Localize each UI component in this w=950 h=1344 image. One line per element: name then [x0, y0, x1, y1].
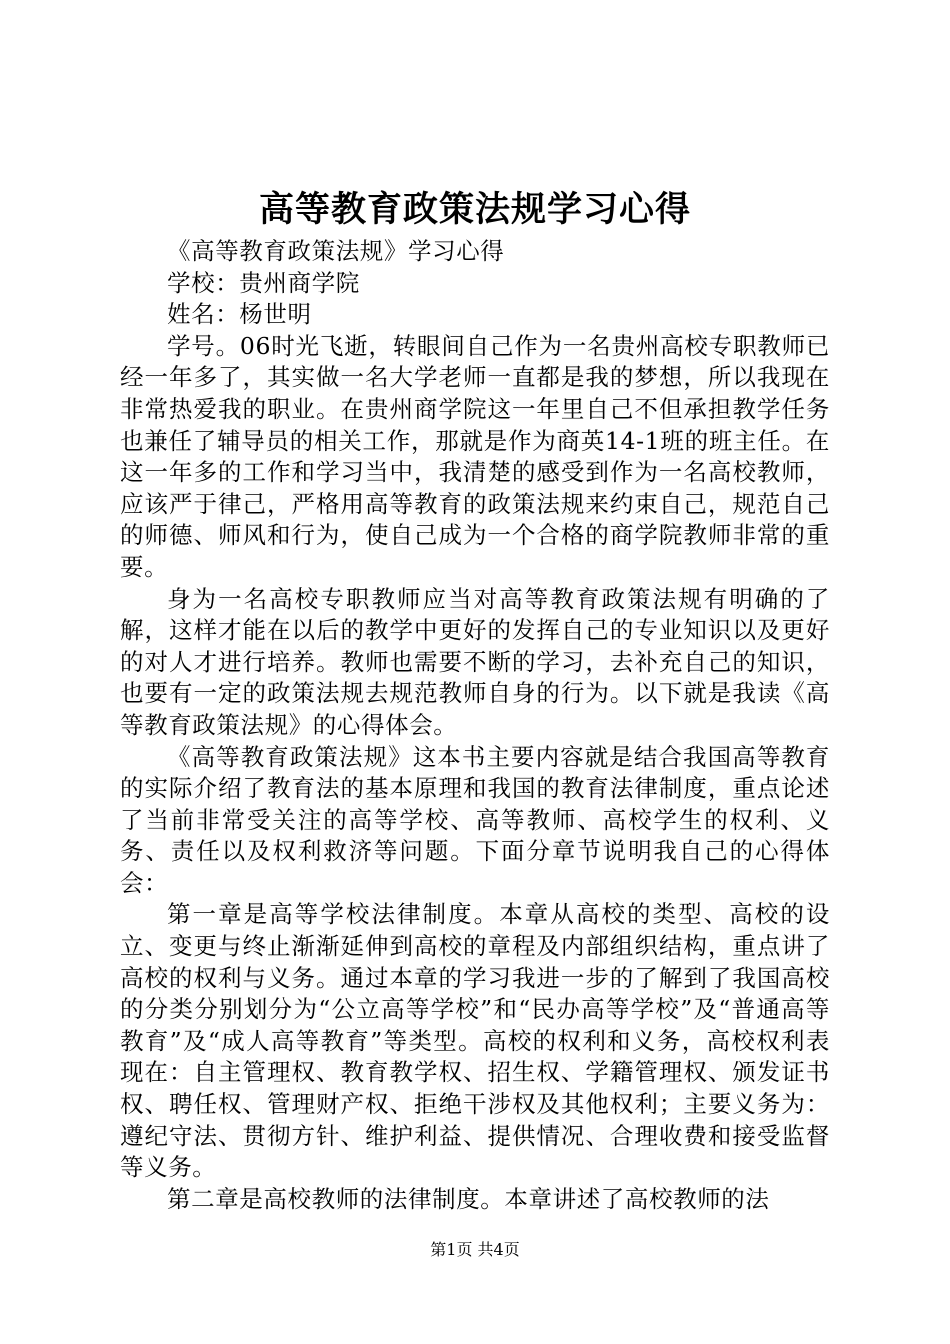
- body-paragraph: 《高等教育政策法规》这本书主要内容就是结合我国高等教育的实际介绍了教育法的基本原理和我国的教育法律制度，重点论述了当前非常受关注的高等学校、高等教师、高校学生的权利、义务、责任以及权利救济等问题。下面分章节说明我自己的心得体会：: [120, 742, 830, 897]
- page-footer: 第1页 共4页: [430, 1240, 520, 1259]
- body-paragraph: 学号。06时光飞逝，转眼间自己作为一名贵州高校专职教师已经一年多了，其实做一名大学老师一直都是我的梦想，所以我现在非常热爱我的职业。在贵州商学院这一年里自己不但承担教学任务也兼任了辅导员的相关工作，那就是作为商英14-1班的班主任。在这一年多的工作和学习当中，我清楚的感受到作为一名高校教师，应该严于律己，严格用高等教育的政策法规来约束自己，规范自己的师德、师风和行为，使自己成为一个合格的商学院教师非常的重要。: [120, 331, 830, 581]
- body-paragraph: 第二章是高校教师的法律制度。本章讲述了高校教师的法: [167, 1184, 770, 1213]
- body-paragraph: 第一章是高等学校法律制度。本章从高校的类型、高校的设立、变更与终止渐渐延伸到高校的章程及内部组织结构，重点讲了高校的权利与义务。通过本章的学习我进一步的了解到了我国高校的分类分别划分为“公立高等学校”和“民办高等学校”及“普通高等教育”及“成人高等教育”等类型。高校的权利和义务，高校权利表现在：自主管理权、教育教学权、招生权、学籍管理权、颁发证书权、聘任权、管理财产权、拒绝干涉权及其他权利；主要义务为：遵纪守法、贯彻方针、维护利益、提供情况、合理收费和接受监督等义务。: [120, 900, 830, 1182]
- document-body: [120, 236, 830, 1215]
- document-title: 高等教育政策法规学习心得: [258, 189, 691, 230]
- name-line: 姓名：杨世明: [167, 300, 312, 329]
- subtitle-line: 《高等教育政策法规》学习心得: [167, 237, 505, 265]
- body-paragraph: 身为一名高校专职教师应当对高等教育政策法规有明确的了解，这样才能在以后的教学中更好的发挥自己的专业知识以及更好的对人才进行培养。教师也需要不断的学习，去补充自己的知识，也要有一定的政策法规去规范教师自身的行为。以下就是我读《高等教育政策法规》的心得体会。: [120, 584, 830, 739]
- school-line: 学校：贵州商学院: [167, 268, 360, 297]
